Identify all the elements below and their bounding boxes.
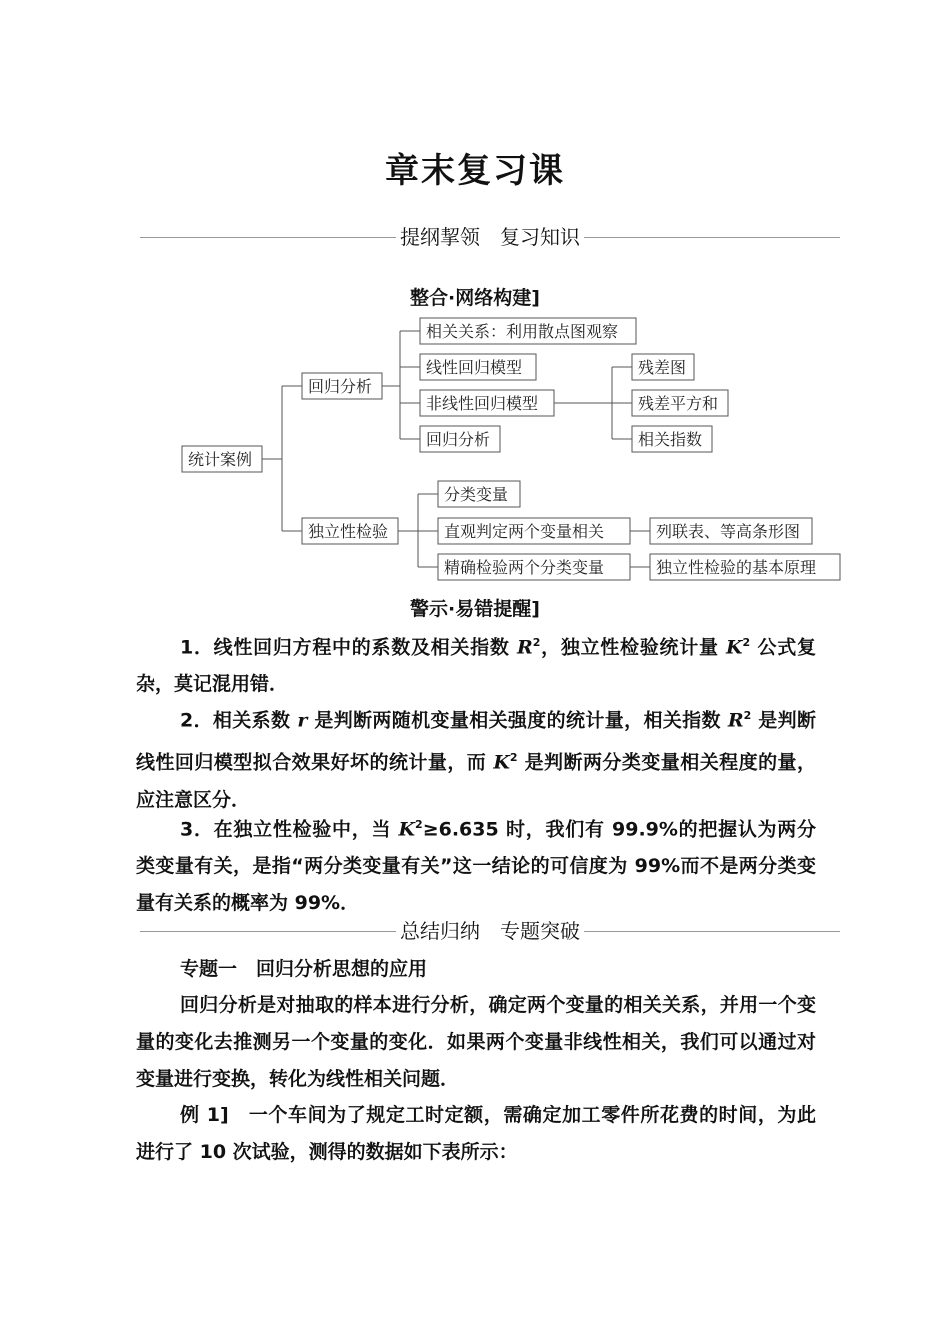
node-regression: 回归分析: [308, 377, 373, 396]
warning-heading: 警示·易错提醒]: [410, 598, 540, 620]
section-divider-review: [140, 222, 840, 252]
node-correlation-index: 相关指数: [638, 430, 703, 449]
page-title: 章末复习课: [385, 151, 565, 191]
node-root: 统计案例: [188, 450, 253, 469]
node-linear-model: 线性回归模型: [426, 358, 523, 377]
node-independence: 独立性检验: [308, 522, 389, 541]
knowledge-network-diagram: [0, 300, 950, 590]
example-label: 例 1]: [180, 1104, 229, 1126]
node-residual-plot: 残差图: [638, 358, 687, 377]
node-intuitive: 直观判定两个变量相关: [444, 522, 605, 541]
node-categorical: 分类变量: [444, 485, 509, 504]
section-title-review: 提纲挈领 复习知识: [396, 225, 584, 249]
example-1: [136, 1097, 816, 1171]
section-divider-summary: [140, 916, 840, 946]
example-text: 一个车间为了规定工时定额，需确定加工零件所花费的时间，为此进行了 10 次试验，测得的数据如下表所示：: [136, 1104, 816, 1163]
warning-2: 2．相关系数 r 是判断两随机变量相关强度的统计量，相关指数 $R^2$ 是判断线性回归模型拟合效果好坏的统计量，而 $K^2$ 是判断两分类变量相关程度的量，应注意区分．: [136, 709, 817, 811]
diagram-heading: 整合·网络构建]: [410, 287, 540, 309]
node-correlation: 相关关系：利用散点图观察: [426, 322, 619, 341]
node-residual-sum: 残差平方和: [638, 394, 719, 413]
node-regression-analysis: 回归分析: [426, 430, 491, 449]
warning-3: 3．在独立性检验中，当 $K^2\ge 6.635$ 时，我们有 99.9%的把握认为两分类变量有关，是指“两分类变量有关”这一结论的可信度为 99%而不是两分类变量有关系的概率为 99%．: [136, 818, 816, 915]
node-nonlinear-model: 非线性回归模型: [426, 394, 539, 413]
node-test-principle: 独立性检验的基本原理: [656, 558, 817, 577]
topic-heading: 专题一 回归分析思想的应用: [180, 958, 428, 980]
warning-1: 1．线性回归方程中的系数及相关指数 $R^2$，独立性检验统计量 $K^2$ 公式复杂，莫记混用错．: [136, 636, 816, 696]
section-title-summary: 总结归纳 专题突破: [396, 919, 584, 943]
node-contingency-table: 列联表、等高条形图: [656, 522, 801, 541]
node-precise-test: 精确检验两个分类变量: [444, 558, 605, 577]
topic-body: 回归分析是对抽取的样本进行分析，确定两个变量的相关关系，并用一个变量的变化去推测另一个变量的变化．如果两个变量非线性相关，我们可以通过对变量进行变换，转化为线性相关问题．: [136, 994, 816, 1090]
